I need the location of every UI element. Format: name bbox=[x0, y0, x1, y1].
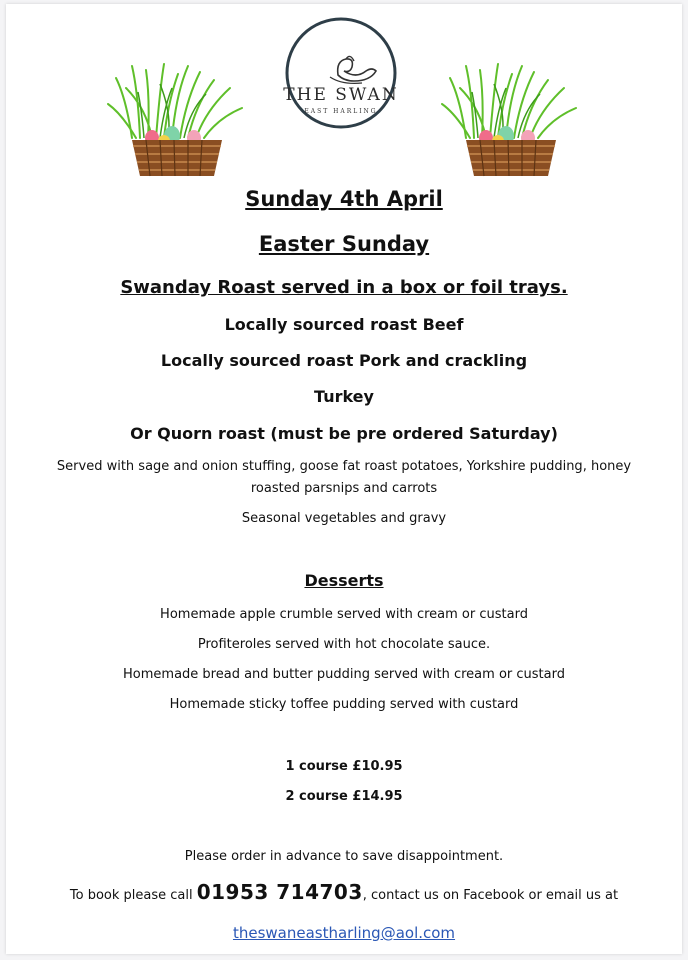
logo-place: EAST HARLING bbox=[304, 108, 378, 115]
easter-basket-icon bbox=[102, 58, 252, 180]
dessert-item: Homemade apple crumble served with cream or custard bbox=[160, 607, 528, 622]
served-with-text-continued: roasted parsnips and carrots bbox=[250, 481, 438, 496]
easter-basket-icon bbox=[436, 58, 586, 180]
desserts-heading: Desserts bbox=[304, 571, 384, 590]
email-link[interactable]: theswaneastharling@aol.com bbox=[232, 924, 456, 942]
vegetables-text: Seasonal vegetables and gravy bbox=[241, 511, 447, 526]
booking-prefix: To book please call bbox=[69, 888, 197, 903]
main-item: Or Quorn roast (must be pre ordered Saturday) bbox=[130, 424, 558, 443]
dessert-item: Profiteroles served with hot chocolate sauce. bbox=[197, 637, 491, 652]
booking-suffix: , contact us on Facebook or email us at bbox=[362, 888, 619, 903]
phone-number[interactable]: 01953 714703 bbox=[196, 880, 363, 904]
booking-line bbox=[0, 880, 688, 904]
main-item: Turkey bbox=[314, 387, 374, 406]
served-with-text: Served with sage and onion stuffing, goose fat roast potatoes, Yorkshire pudding, honey bbox=[56, 459, 632, 474]
price-two-course: 2 course £14.95 bbox=[285, 789, 403, 804]
advance-note: Please order in advance to save disappointment. bbox=[184, 849, 504, 864]
main-item: Locally sourced roast Pork and crackling bbox=[160, 351, 528, 370]
main-item: Locally sourced roast Beef bbox=[224, 315, 464, 334]
menu-date: Sunday 4th April bbox=[245, 187, 443, 211]
price-one-course: 1 course £10.95 bbox=[285, 759, 403, 774]
the-swan-logo bbox=[266, 17, 416, 129]
roast-heading: Swanday Roast served in a box or foil trays. bbox=[120, 277, 568, 298]
dessert-item: Homemade sticky toffee pudding served with custard bbox=[169, 697, 519, 712]
logo-name: THE SWAN bbox=[283, 85, 399, 105]
dessert-item: Homemade bread and butter pudding served with cream or custard bbox=[123, 667, 565, 682]
menu-occasion: Easter Sunday bbox=[258, 232, 430, 256]
